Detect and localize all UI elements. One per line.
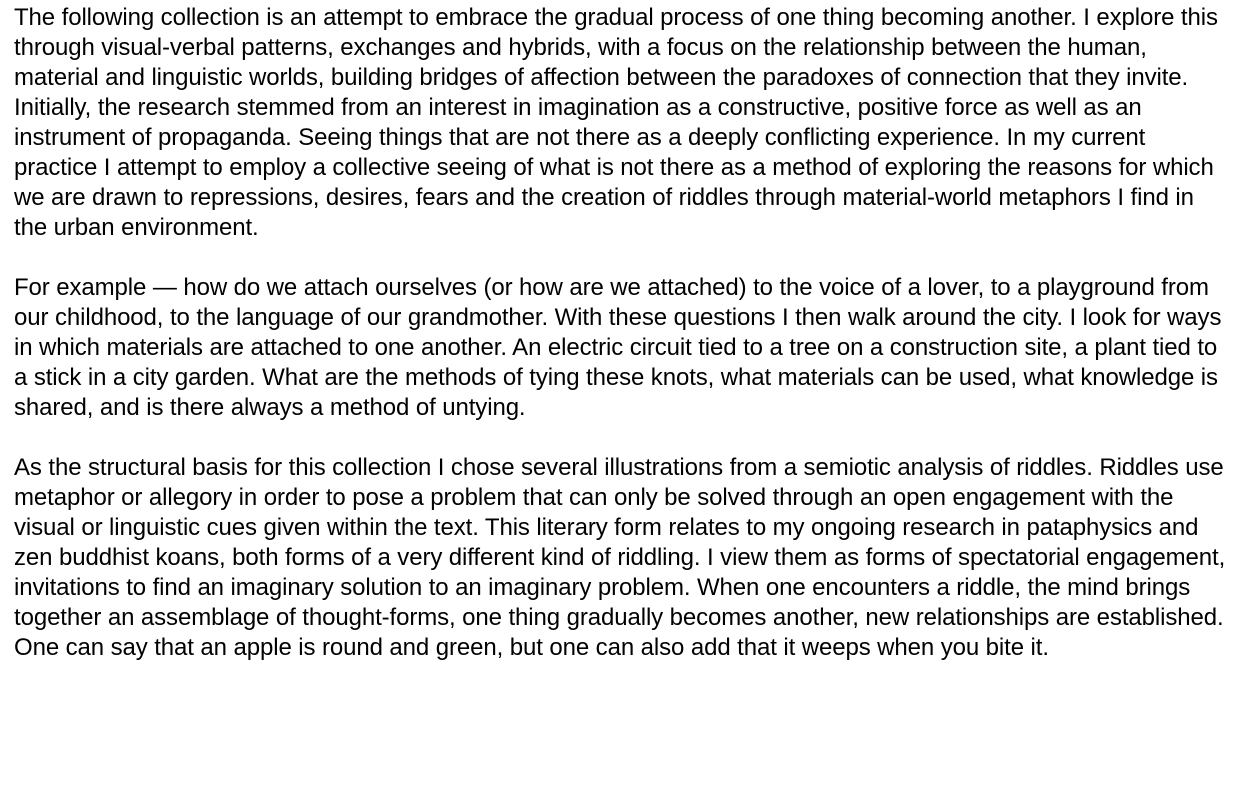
paragraph-structural-basis: As the structural basis for this collection I chose several illustrations from a semiotic analysis of riddles. Riddles use metaphor or allegory in order to pose a problem that can only be solved through an open engagement with the visual or linguistic cues given within the text. This literary form relates to my ongoing research in pataphysics and zen buddhist koans, both forms of a very different kind of riddling. I view them as forms of spectatorial engagement, invitations to find an imaginary solution to an imaginary problem. When one encounters a riddle, the mind brings together an assemblage of thought-forms, one thing gradually becomes another, new relationships are established. One can say that an apple is round and green, but one can also add that it weeps when you bite it. xyxy=(14,454,1226,661)
paragraph-example: For example — how do we attach ourselves (or how are we attached) to the voice of a lover, to a playground from our childhood, to the language of our grandmother. With these questions I then walk around the city. I look for ways in which materials are attached to one another. An electric circuit tied to a tree on a construction site, a plant tied to a stick in a city garden. What are the methods of tying these knots, what materials can be used, what knowledge is shared, and is there always a method of untying. xyxy=(14,274,1222,421)
paragraph-intro: The following collection is an attempt to embrace the gradual process of one thing becoming another. I explore this through visual-verbal patterns, exchanges and hybrids, with a focus on the relationship between the human, material and linguistic worlds, building bridges of affection between the paradoxes of connection that they invite. xyxy=(14,4,1218,91)
paragraph-research-origin: Initially, the research stemmed from an interest in imagination as a constructive, positive force as well as an instrument of propaganda. Seeing things that are not there as a deeply conflicting experience. In my current practice I attempt to employ a collective seeing of what is not there as a method of exploring the reasons for which we are drawn to repressions, desires, fears and the creation of riddles through material-world metaphors I find in the urban environment. xyxy=(14,94,1214,241)
